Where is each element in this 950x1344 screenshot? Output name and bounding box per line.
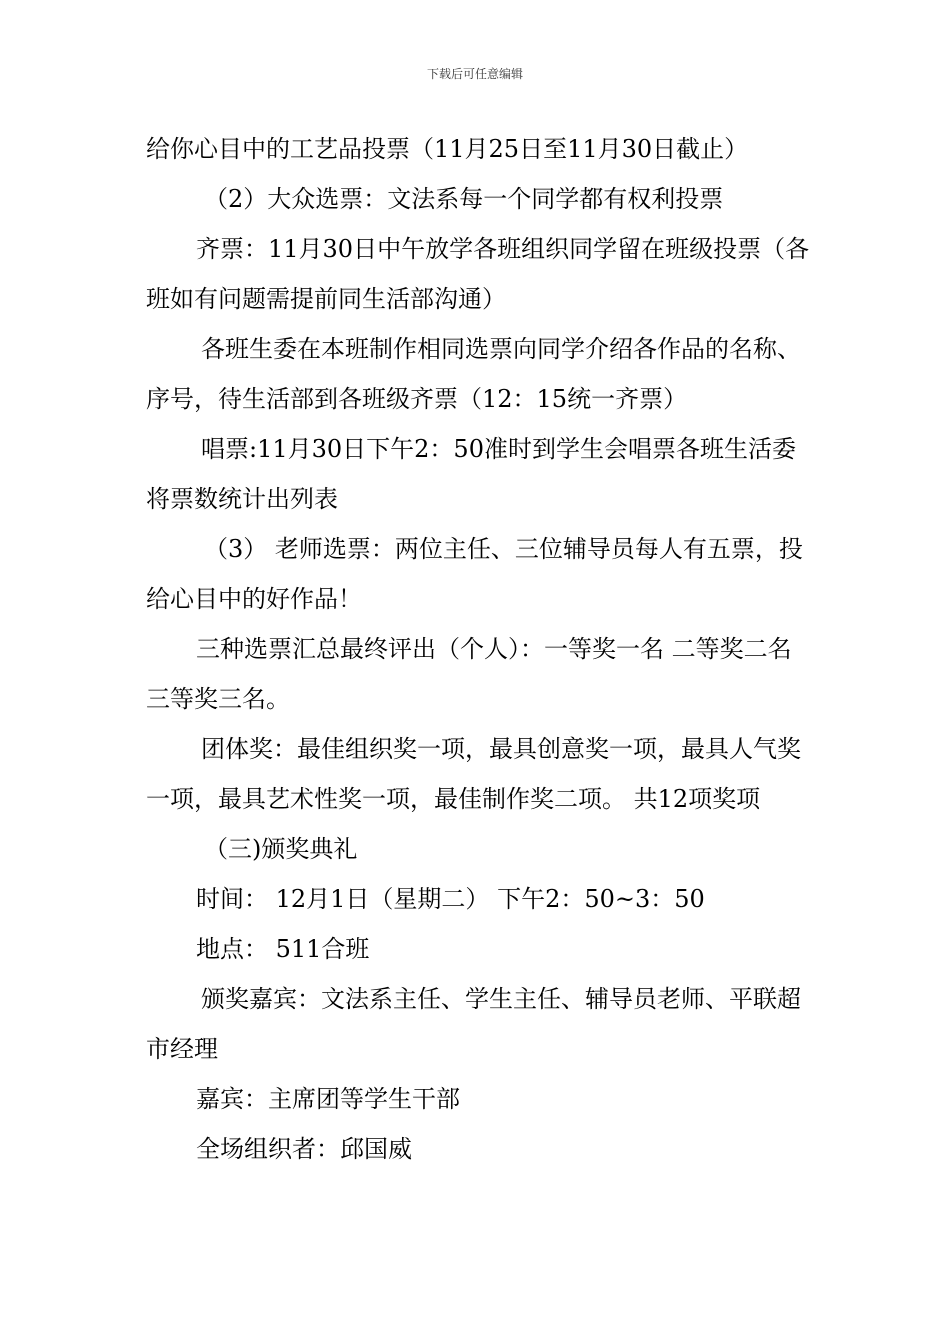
paragraph-award-guests: 颁奖嘉宾：文法系主任、学生主任、辅导员老师、平联超市经理 xyxy=(146,985,801,1063)
paragraph-vote-deadline: 给你心目中的工艺品投票（11月25日至11月30日截止） xyxy=(146,135,749,163)
paragraph-individual-awards: 三种选票汇总最终评出（个人）：一等奖一名 二等奖二名三等奖三名。 xyxy=(146,635,792,713)
paragraph-location: 地点： 511合班 xyxy=(196,935,370,963)
paragraph-organizer: 全场组织者：邱国威 xyxy=(196,1135,412,1163)
paragraph-guests: 嘉宾：主席团等学生干部 xyxy=(196,1085,460,1113)
paragraph-public-vote: （2）大众选票：文法系每一个同学都有权利投票 xyxy=(204,185,724,213)
paragraph-count-votes: 唱票:11月30日下午2：50准时到学生会唱票各班生活委将票数统计出列表 xyxy=(146,435,796,513)
paragraph-teacher-vote: （3） 老师选票：两位主任、三位辅导员每人有五票，投给心目中的好作品！ xyxy=(146,535,803,613)
document-body xyxy=(146,124,811,1174)
paragraph-time: 时间： 12月1日（星期二） 下午2：50~3：50 xyxy=(196,885,705,913)
paragraph-collect-votes: 齐票：11月30日中午放学各班组织同学留在班级投票（各班如有问题需提前同生活部沟通） xyxy=(146,235,810,313)
paragraph-class-committee: 各班生委在本班制作相同选票向同学介绍各作品的名称、序号，待生活部到各班级齐票（12：15统一齐票） xyxy=(146,335,801,413)
paragraph-group-awards: 团体奖：最佳组织奖一项，最具创意奖一项，最具人气奖一项，最具艺术性奖一项，最佳制作奖二项。 共12项奖项 xyxy=(146,735,801,813)
section-heading-award-ceremony: （三)颁奖典礼 xyxy=(204,835,358,863)
page-header: 下载后可任意编辑 xyxy=(426,67,523,81)
